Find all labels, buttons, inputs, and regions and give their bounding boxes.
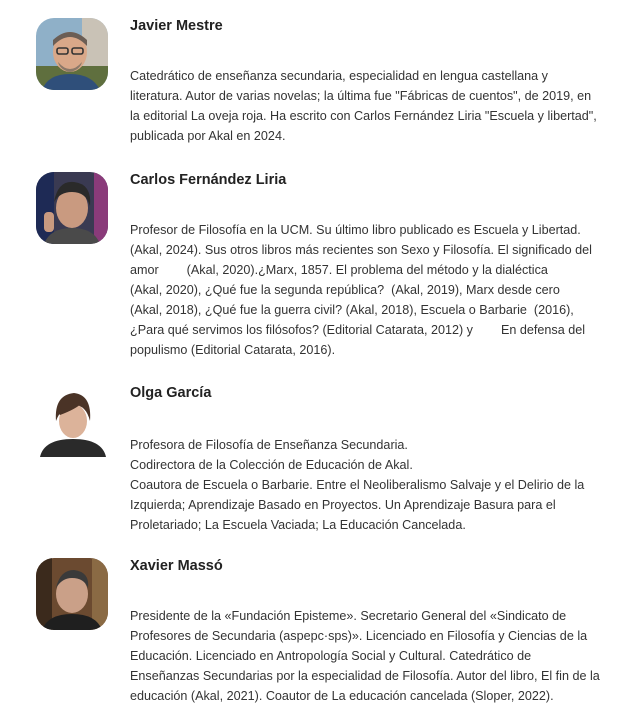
author-bio (130, 66, 602, 146)
avatar (36, 18, 108, 90)
bio-paragraph: Coautora de Escuela o Barbarie. Entre el Neoliberalismo Salvaje y el Delirio de la Izquierda; Aprendizaje Basado en Proyectos. Un Aprendizaje Basura para el Proletariado; La Escuela Vaciada; La Educación Cancelada. (130, 478, 585, 532)
avatar (36, 385, 108, 457)
bio-paragraph: Presidente de la «Fundación Episteme». Secretario General del «Sindicato de Profesores de Secundaria (aspepc·sps)». Licenciado en Filosofía y Ciencias de la Educación. Licenciado en Antropología Social y Cultural. Catedrático de Enseñanzas Secundarias por la especialidad de Filosofía. Autor del libro, El fin de la educación (Akal, 2021). Coautor de La educación cancelada (Sloper, 2022). (130, 609, 600, 703)
author-bio (130, 220, 602, 360)
author-name: Xavier Massó (130, 558, 223, 574)
author-name: Javier Mestre (130, 18, 223, 34)
author-bio (130, 435, 602, 535)
portrait-photo (36, 558, 108, 630)
portrait-photo (36, 172, 108, 244)
bio-paragraph: Codirectora de la Colección de Educación de Akal. (130, 458, 413, 472)
author-bio (130, 606, 602, 706)
bio-paragraph: Profesor de Filosofía en la UCM. Su último libro publicado es Escuela y Libertad. (Akal, 2024). Sus otros libros más recientes son Sexo y Filosofía. El significado del amor (Akal, 2020).¿Marx, 1857. El problema del método y la dialéctica (Akal, 2020), ¿Qué fue la segunda república? (Akal, 2019), Marx desde cero (Akal, 2018), ¿Qué fue la guerra civil? (Akal, 2018), Escuela o Barbarie (2016), ¿Para qué servimos los filósofos? (Editorial Catarata, 2012) y En defensa del populismo (Editorial Catarata, 2016). (130, 223, 596, 357)
author-name: Carlos Fernández Liria (130, 172, 287, 188)
avatar (36, 172, 108, 244)
avatar (36, 558, 108, 630)
bio-paragraph: Catedrático de enseñanza secundaria, especialidad en lengua castellana y literatura. Autor de varias novelas; la última fue "Fábricas de cuentos", de 2019, en la editorial La oveja roja. Ha escrito con Carlos Fernández Liria "Escuela y libertad", publicada por Akal en 2024. (130, 69, 597, 143)
portrait-photo (36, 18, 108, 90)
bio-paragraph: Profesora de Filosofía de Enseñanza Secundaria. (130, 438, 408, 452)
portrait-photo (36, 385, 108, 457)
author-name: Olga García (130, 385, 212, 401)
